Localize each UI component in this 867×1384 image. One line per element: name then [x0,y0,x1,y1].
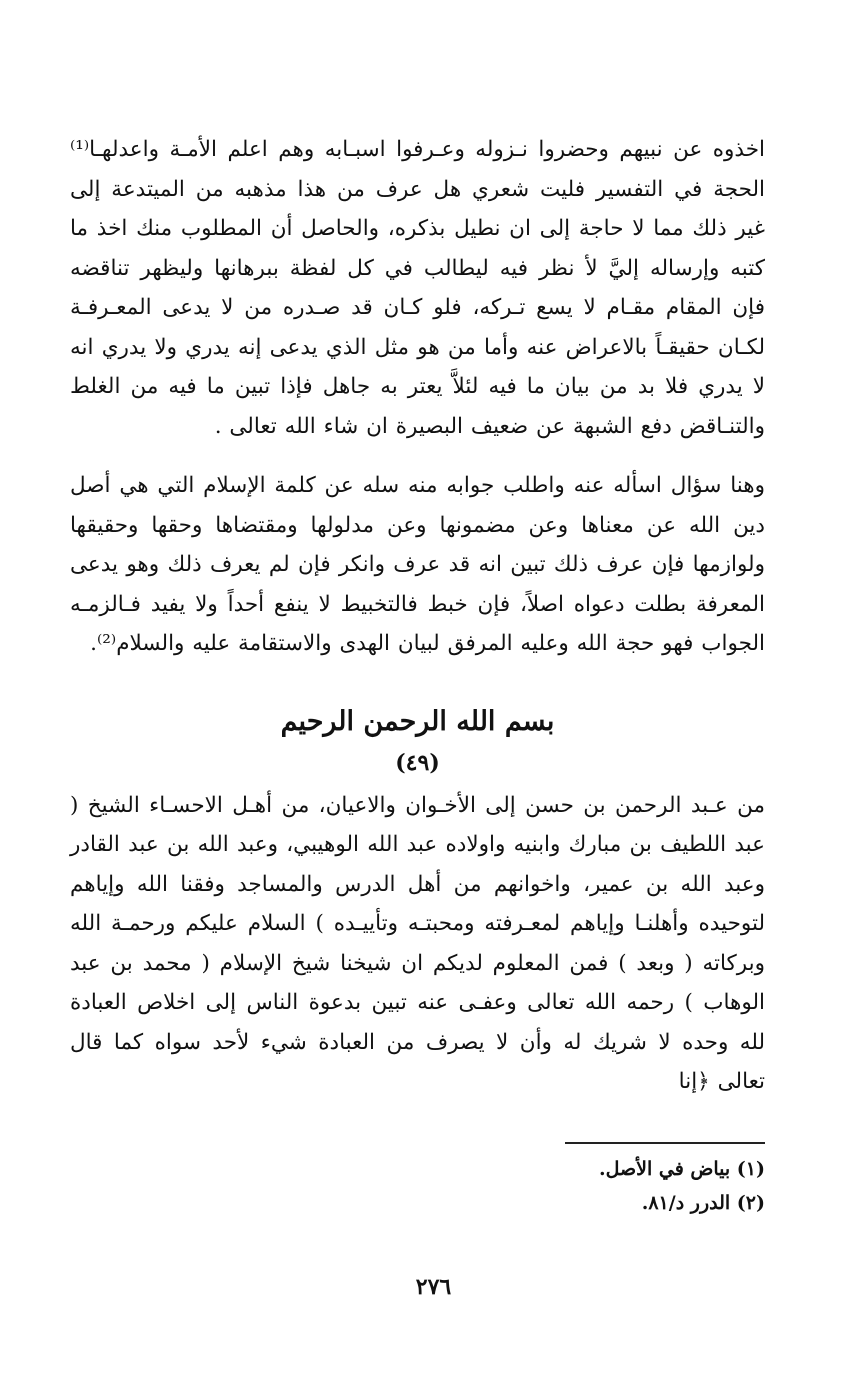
footnote-1: (١) بياض في الأصل. [598,1158,765,1180]
page-body [70,130,765,1102]
letter-number: (٤٩) [395,749,440,776]
page-number: ٢٧٦ [415,1274,452,1300]
footnotes [365,1152,765,1220]
paragraph-letter: من عـبد الرحمن بن حسن إلى الأخـوان والاعيان، من أهـل الاحسـاء الشيخ ( عبد اللطيف بن مبارك وابنيه واولاده عبد الله الوهيبي، وعبد الله بن عبد القادر وعبد الله بن عمير، واخوانهم من أهل الدرس والمساجد وفقنا الله وإياهم لتوحيده وأهلنـا وإياهم لمعـرفته ومحبتـه وتأييـده ) السلام عليكم ورحمـة الله وبركاته ( وبعد ) فمن المعلوم لديكم ان شيخنا شيخ الإسلام ( محمد بن عبد الوهاب ) رحمه الله تعالى وعفـى عنه تبين بدعوة الناس إلى اخلاص العبادة لله وحده لا شريك له وأن لا يصرف من العبادة شيء لأحد سواه كما قال تعالى ﴿إنا [70,792,765,1094]
basmala-heading: بسم الله الرحمن الرحيم [280,705,555,737]
footnote-2: (٢) الدرر د/٨١. [641,1192,765,1214]
paragraph-2: وهنا سؤال اسأله عنه واطلب جوابه منه سله عن كلمة الإسلام التي هي أصل دين الله عن معناها وعن مضمونها وعن مدلولها ومقتضاها وحقها وحقيقها ولوازمها فإن عرف ذلك تبين انه قد عرف وانكر فإن لم يعرف ذلك وهو يدعى المعرفة بطلت دعواه اصلاً، فإن خبط فالتخبيط لا ينفع أحداً ولا يفيد فـالزمـه الجواب فهو حجة الله وعليه المرفق لبيان الهدى والاستقامة عليه والسلام⁽²⁾. [70,473,765,656]
footnote-divider [565,1142,765,1144]
paragraph-1: اخذوه عن نبيهم وحضروا نـزوله وعـرفوا اسبـابه وهم اعلم الأمـة واعدلهـا⁽¹⁾ الحجة في التفسير فليت شعري هل عرف من هذا مذهبه من الميتدعة إلى غير ذلك مما لا حاجة إلى ان نطيل بذكره، والحاصل أن المطلوب منك اخذ ما كتبه وإرساله إليَّ لأ نظر فيه ليطالب في كل لفظة ببرهانها وليظهر تناقضه فإن المقام مقـام لا يسع تـركه، فلو كـان قد صـدره من لا يدعى المعـرفـة لكـان حقيقـاً بالاعراض عنه وأما من هو مثل الذي يدعى إنه يدري ولا يدري انه لا يدري فلا بد من بيان ما فيه لئلاَّ يعتر به جاهل فإذا تبين ما فيه من الغلط والتنـاقض دفع الشبهة عن ضعيف البصيرة ان شاء الله تعالى . [70,137,765,439]
